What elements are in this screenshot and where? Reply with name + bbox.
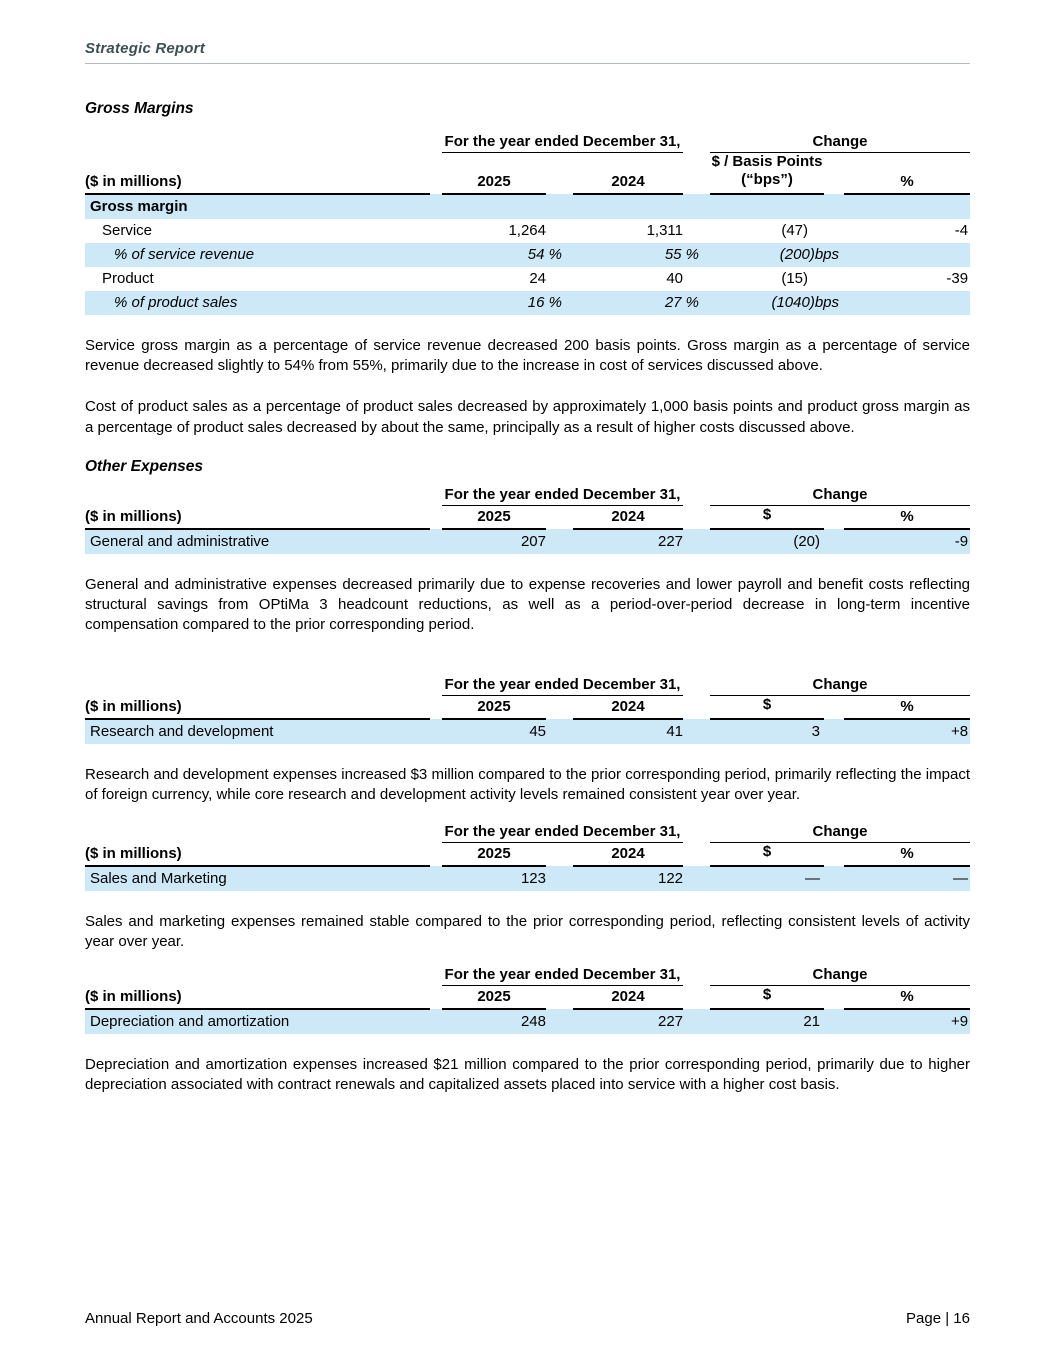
change-percent-header: % <box>844 842 970 865</box>
research-development-table <box>85 674 970 744</box>
year-2024-header: 2024 <box>573 506 683 529</box>
year-2025-header: 2025 <box>442 506 546 529</box>
unit-label: ($ in millions) <box>85 152 430 194</box>
change-percent-header: % <box>844 986 970 1009</box>
gross-margins-table <box>85 130 970 315</box>
change-dollar-header: $ <box>710 506 824 529</box>
period-group-header: For the year ended December 31, <box>442 130 683 152</box>
year-2025-header: 2025 <box>442 696 546 719</box>
gross-margins-heading: Gross Margins <box>85 100 194 117</box>
year-2024-header: 2024 <box>573 842 683 865</box>
table-row: Service 1,264 1,311 (47) -4 <box>102 222 969 239</box>
table-row: Sales and Marketing 123 122 — — <box>85 866 970 891</box>
period-group-header: For the year ended December 31, <box>442 484 683 506</box>
unit-label: ($ in millions) <box>85 506 430 529</box>
table-row: General and administrative 207 227 (20) -9 <box>85 529 970 554</box>
sales-marketing-table <box>85 820 970 890</box>
table-row: % of product sales 16 % 27 % (1040)bps <box>85 291 970 315</box>
paragraph: Cost of product sales as a percentage of product sales decreased by approximately 1,000 basis points and product gross margin as a percentage of product sales decreased by about the same, principally as a result of higher costs discussed above. <box>85 398 970 436</box>
unit-label: ($ in millions) <box>85 842 430 865</box>
other-expenses-heading: Other Expenses <box>85 457 204 475</box>
change-group-header: Change <box>710 820 970 842</box>
report-section-title: Strategic Report <box>85 40 205 57</box>
change-dollar-header: $ <box>710 842 824 865</box>
change-percent-header: % <box>844 506 970 529</box>
paragraph: Sales and marketing expenses remained stable compared to the prior corresponding period, reflecting consistent levels of activity year over year. <box>85 912 970 950</box>
change-group-header: Change <box>710 484 970 506</box>
change-dollar-header: $ <box>710 696 824 719</box>
year-2024-header: 2024 <box>573 696 683 719</box>
table-row: Research and development 45 41 3 +8 <box>85 719 970 744</box>
period-group-header: For the year ended December 31, <box>442 820 683 842</box>
year-2025-header: 2025 <box>442 986 546 1009</box>
change-dollar-bps-header: $ / Basis Points (“bps”) <box>710 152 824 194</box>
paragraph: General and administrative expenses decreased primarily due to expense recoveries and lower payroll and benefit costs reflecting structural savings from OPtiMa 3 headcount reductions, as well as a period-over-period decrease in long-term incentive compensation compared to the prior corresponding period. <box>85 576 970 634</box>
table-row: Product 24 40 (15) -39 <box>102 270 969 287</box>
unit-label: ($ in millions) <box>85 696 430 719</box>
change-group-header: Change <box>710 964 970 986</box>
depreciation-amortization-table <box>85 964 970 1034</box>
change-group-header: Change <box>710 674 970 696</box>
paragraph: Depreciation and amortization expenses increased $21 million compared to the prior corresponding period, primarily due to higher depreciation associated with contract renewals and capitalized assets placed into service with a higher cost basis. <box>85 1056 970 1094</box>
year-2024-header: 2024 <box>573 152 683 194</box>
change-dollar-header: $ <box>710 986 824 1009</box>
year-2025-header: 2025 <box>442 152 546 194</box>
year-2024-header: 2024 <box>573 986 683 1009</box>
table-row: Depreciation and amortization 248 227 21 +9 <box>85 1009 970 1034</box>
period-group-header: For the year ended December 31, <box>442 674 683 696</box>
header-divider <box>85 63 970 64</box>
footer-report-name: Annual Report and Accounts 2025 <box>85 1310 313 1327</box>
change-group-header: Change <box>710 130 970 152</box>
period-group-header: For the year ended December 31, <box>442 964 683 986</box>
year-2025-header: 2025 <box>442 842 546 865</box>
table-row: Gross margin <box>85 194 970 219</box>
page-footer <box>85 1310 970 1327</box>
footer-page-number: Page | 16 <box>906 1310 970 1327</box>
change-percent-header: % <box>844 152 970 194</box>
table-row: % of service revenue 54 % 55 % (200)bps <box>85 243 970 267</box>
unit-label: ($ in millions) <box>85 986 430 1009</box>
paragraph: Service gross margin as a percentage of service revenue decreased 200 basis points. Gross margin as a percentage of service revenue decreased slightly to 54% from 55%, primarily due to the increase in cost of services discussed above. <box>85 337 970 375</box>
general-administrative-table <box>85 484 970 554</box>
paragraph: Research and development expenses increased $3 million compared to the prior corresponding period, primarily reflecting the impact of foreign currency, while core research and development activity levels remained consistent year over year. <box>85 765 970 804</box>
change-percent-header: % <box>844 696 970 719</box>
